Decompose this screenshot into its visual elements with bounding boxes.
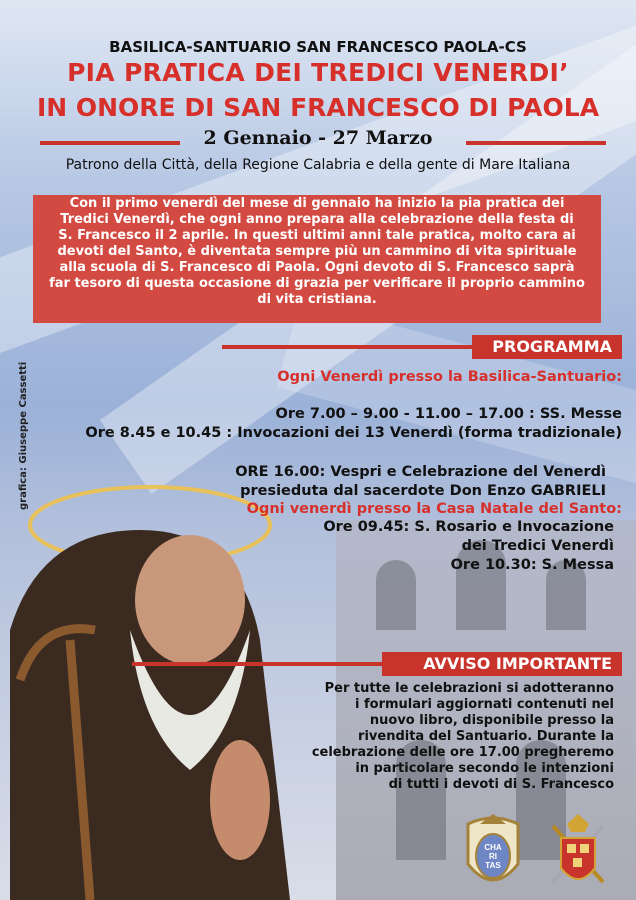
- graphic-credit: grafica: Giuseppe Cassetti: [18, 361, 29, 510]
- charitas-line: CHA: [484, 843, 502, 852]
- casa-natale-heading: Ogni venerdì presso la Casa Natale del Santo:: [246, 501, 622, 517]
- title-line1: PIA PRATICA DEI TREDICI VENERDI’: [67, 58, 569, 87]
- avviso-line: Per tutte le celebrazioni si adotteranno: [324, 681, 614, 696]
- vespri-line1: ORE 16.00: Vespri e Celebrazione del Venerdì: [235, 464, 606, 480]
- avviso-line: celebrazione delle ore 17.00 pregheremo: [311, 745, 614, 760]
- avviso-text: [312, 681, 614, 793]
- charitas-line: TAS: [485, 861, 501, 870]
- intro-line: Con il primo venerdì del mese di gennaio ha inizio la pia pratica dei: [69, 196, 565, 211]
- invocazioni-times: Ore 8.45 e 10.45 : Invocazioni dei 13 Venerdì (forma tradizionale): [85, 425, 622, 441]
- praying-hands: [210, 740, 270, 860]
- papal-coat-of-arms-icon: [547, 812, 609, 894]
- charitas-emblem-icon: [462, 812, 524, 894]
- title-line2: IN ONORE DI SAN FRANCESCO DI PAOLA: [36, 93, 600, 122]
- charitas-line: RI: [489, 852, 497, 861]
- avviso-line: nuovo libro, disponibile presso la: [369, 713, 614, 728]
- intro-line: far tesoro di questa occasione di grazia per verificare il proprio cammino: [49, 276, 585, 291]
- programma-heading: [472, 335, 622, 359]
- messa-time: Ore 10.30: S. Messa: [450, 557, 614, 573]
- intro-line: devoti del Santo, è diventata sempre più un cammino di vita spirituale: [57, 244, 577, 259]
- avviso-heading-text: AVVISO IMPORTANTE: [423, 654, 612, 673]
- basilica-schedule-heading: Ogni Venerdì presso la Basilica-Santuario:: [277, 369, 622, 385]
- avviso-heading: [382, 652, 622, 676]
- intro-box: [33, 195, 601, 323]
- vespri-line2: presieduta dal sacerdote Don Enzo GABRIELI: [240, 483, 606, 499]
- rosario-line1: Ore 09.45: S. Rosario e Invocazione: [323, 519, 614, 535]
- intro-line: alla scuola di S. Francesco di Paola. Ogni devoto di S. Francesco saprà: [59, 260, 575, 275]
- patrono-subtitle: Patrono della Città, della Regione Calabria e della gente di Mare Italiana: [65, 157, 571, 173]
- face: [135, 535, 245, 665]
- basilica-name: BASILICA-SANTUARIO SAN FRANCESCO PAOLA-CS: [109, 38, 527, 56]
- messe-times: Ore 7.00 – 9.00 - 11.00 – 17.00 : SS. Messe: [275, 406, 622, 422]
- saint-francesco-portrait: [0, 470, 330, 900]
- avviso-line: rivendita del Santuario. Durante la: [358, 729, 614, 744]
- avviso-line: di tutti i devoti di S. Francesco: [388, 777, 614, 792]
- programma-heading-text: PROGRAMMA: [492, 337, 612, 356]
- intro-line: S. Francesco il 2 aprile. In questi ultimi anni tale pratica, molto cara ai: [58, 228, 576, 243]
- rosario-line2: dei Tredici Venerdì: [461, 538, 614, 554]
- intro-line: Tredici Venerdì, che ogni anno prepara alla celebrazione della festa di: [60, 212, 574, 227]
- intro-line: di vita cristiana.: [257, 292, 377, 307]
- avviso-line: in particolare secondo le intenzioni: [355, 761, 614, 776]
- date-range: 2 Gennaio - 27 Marzo: [203, 127, 433, 149]
- avviso-line: i formulari aggiornati contenuti nel: [355, 697, 614, 712]
